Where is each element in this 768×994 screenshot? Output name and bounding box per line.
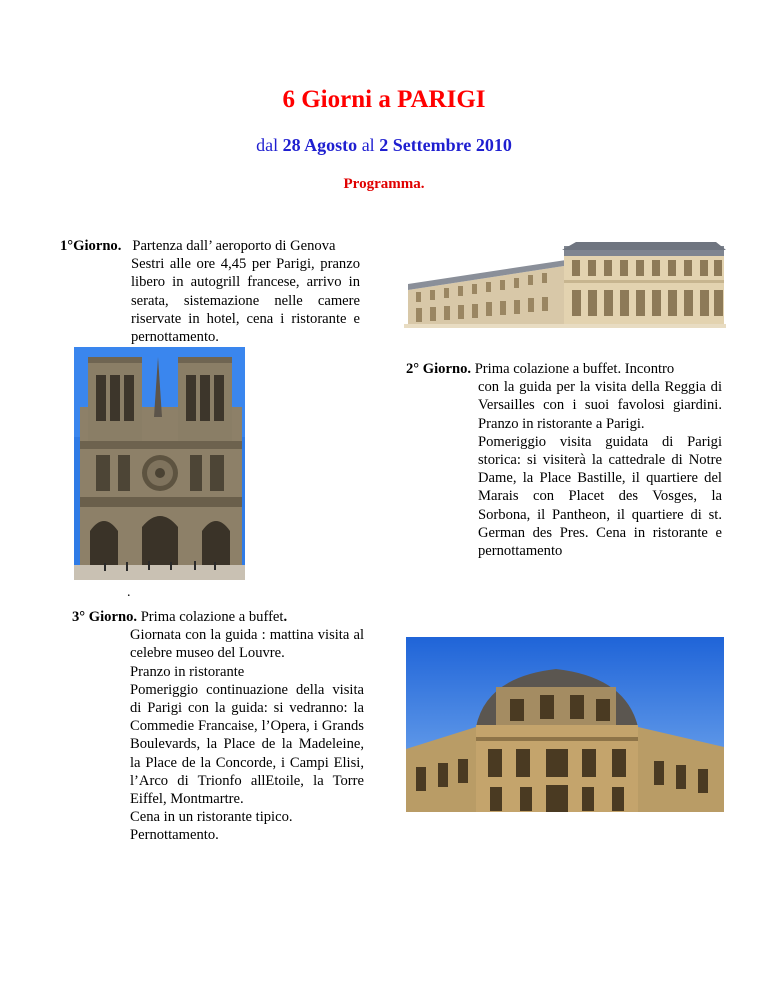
day1-lead-text: Partenza dall’ aeroporto di Genova — [132, 238, 336, 254]
day3-lead-dot: . — [283, 609, 288, 625]
day3-label: 3° Giorno. — [72, 609, 138, 625]
day3-body-4: Cena in un ristorante tipico. — [130, 809, 293, 826]
day2-section — [406, 360, 722, 560]
day2-label: 2° Giorno. — [406, 361, 472, 377]
date-range — [0, 135, 768, 156]
day2-lead — [406, 361, 674, 377]
louvre-museum-image — [406, 637, 724, 812]
day1-body: Sestri alle ore 4,45 per Parigi, pranzo libero in autogrill francese, arrivo in serata, sistemazione nelle camere riservate in hotel, cena i ristorante e pernottamento. — [131, 256, 360, 346]
day3-body-1: Giornata con la guida : mattina visita al celebre museo del Louvre. — [130, 627, 364, 662]
day1-lead — [60, 237, 360, 255]
dates-mid: al — [361, 135, 375, 155]
page-title: 6 Giorni a PARIGI — [282, 86, 486, 113]
stray-dot: . — [127, 585, 131, 600]
day1-label: 1°Giorno. — [60, 238, 122, 254]
notre-dame-cathedral-image — [74, 347, 245, 580]
day2-lead-text: Prima colazione a buffet. Incontro — [474, 361, 675, 377]
dates-prefix: dal — [256, 135, 279, 155]
programma-heading: Programma. — [343, 176, 425, 192]
date-end: 2 Settembre 2010 — [379, 135, 512, 155]
day3-lead-text: Prima colazione a buffet — [140, 609, 284, 625]
day2-body-afternoon: Pomeriggio visita guidata di Parigi storica: si visiterà la cattedrale di Notre Dame, la Place Bastille, il quartiere del Marais con Placet des Vosges, la Sorbona, il Pantheon, il quartiere di st. German des Pres. Cena in ristorante e pernottamento — [478, 433, 722, 560]
day3-section — [72, 608, 364, 845]
day2-body: con la guida per la visita della Reggia di Versailles con i suoi favolosi giardini. Pranzo in ristorante a Parigi. — [478, 379, 722, 432]
day3-lead — [72, 609, 287, 625]
versailles-palace-image — [404, 240, 726, 328]
day1-section — [60, 237, 360, 346]
day3-body-3: Pomeriggio continuazione della visita di Parigi con la guida: si vedranno: la Commedie Francaise, l’Opera, i Grands Boulevards, la Place de la Madeleine, la Place de la Concorde, i Campi Elisi, l’Arco di Trionfo allEtoile, la Torre Eiffel, Montmartre. — [130, 681, 364, 808]
date-start: 28 Agosto — [282, 135, 358, 155]
day3-body-2: Pranzo in ristorante — [130, 663, 245, 680]
day3-body-5: Pernottamento. — [130, 827, 219, 844]
